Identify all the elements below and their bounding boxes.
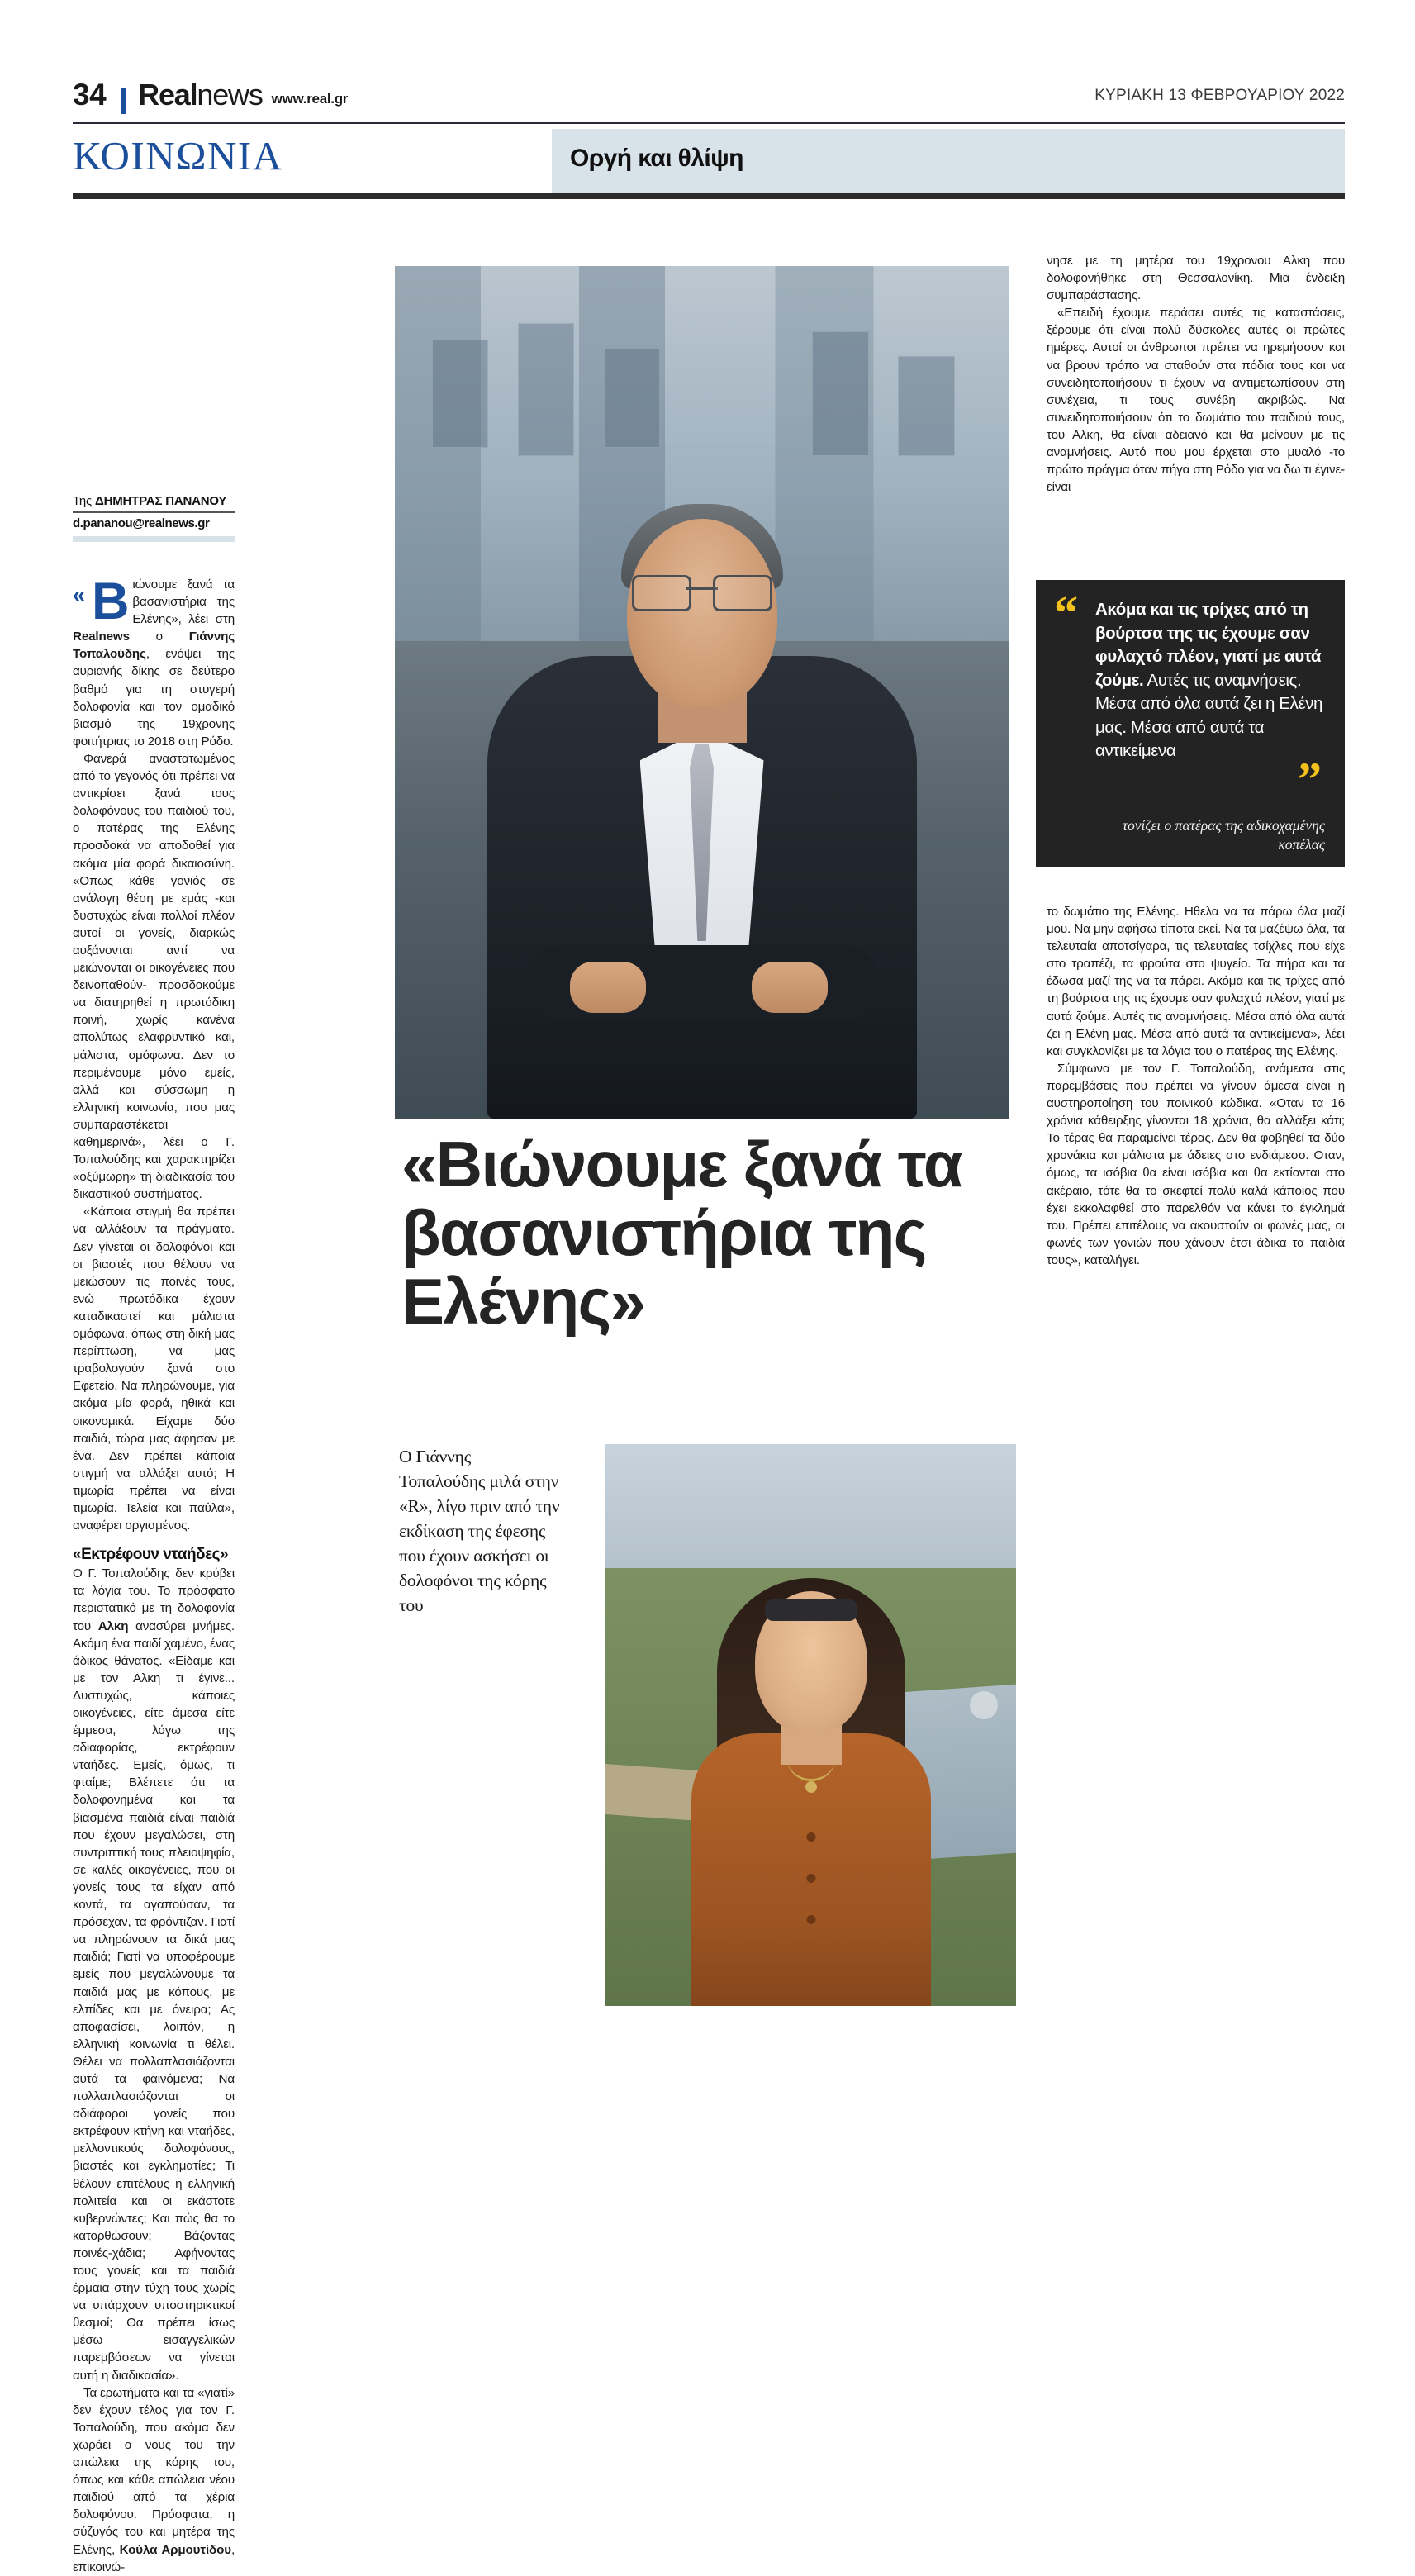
lead-brand: Realnews xyxy=(73,630,130,644)
article-column-3-top xyxy=(1047,252,1345,496)
photo-lens-left xyxy=(632,575,691,611)
photo-button xyxy=(806,1874,815,1883)
subheading: «Εκτρέφουν νταήδες» xyxy=(73,1546,229,1564)
masthead-rule xyxy=(73,122,1345,124)
paragraph: νησε με τη μητέρα του 19χρονου Αλκη που δολοφονήθηκε στη Θεσσαλονίκη. Μια ένδειξη συμπαράστασης. xyxy=(1047,254,1345,303)
photo-window xyxy=(518,323,575,456)
paragraph xyxy=(73,2384,235,2576)
p5-name: Κούλα Αρμουτίδου xyxy=(119,2542,231,2557)
paragraph: «Κάποια στιγμή θα πρέπει να αλλάξουν τα πράγματα. Δεν γίνεται οι δολοφόνοι και οι βιαστές που θέλουν να μειώσουν τις ποινές τους, ενώ πρωτόδικα έχουν καταδικαστεί και μάλιστα ομόφωνα, όπως στη δική μας περίπτωση, να μας τραβολογούν ξανά στο Εφετείο. Να πληρώνουμε, για ακόμα μία φορά, ηθικά και οικονομικά. Είχαμε δύο παιδιά, τώρα μας άφησαν με ένα. Δεν πρέπει κάποια στιγμή να αλλάξει αυτό; Η τιμωρία πρέπει να είναι τιμωρία. Τελεία και παύλα», αναφέρει οργισμένος. xyxy=(73,1205,235,1533)
main-photo-topaloudis xyxy=(395,266,1009,1119)
photo-caption: Ο Γιάννης Τοπαλούδης μιλά στην «R», λίγο πριν από την εκδίκαση της έφεσης που έχουν ασκήσει οι δολοφόνοι της κόρης του xyxy=(399,1447,560,1615)
section-title: ΚΟΙΝΩΝΙΑ xyxy=(73,133,283,178)
brand-news: news xyxy=(197,78,263,112)
lead-subject-name: Γιάννης Τοπαλούδης xyxy=(73,630,235,662)
photo-hand-right xyxy=(752,962,828,1013)
section-kicker: Οργή και θλίψη xyxy=(570,145,743,172)
lead-paragraph xyxy=(73,573,235,750)
photo-button xyxy=(806,1915,815,1924)
issue-date: ΚΥΡΙΑΚΗ 13 ΦΕΒΡΟΥΑΡΙΟΥ 2022 xyxy=(1094,87,1345,104)
opening-guillemet: « xyxy=(73,582,85,607)
page-title: «Βιώνουμε ξανά τα βασανιστήρια της Ελένης» xyxy=(401,1128,962,1338)
glasses-icon xyxy=(632,575,772,608)
masthead-divider-bar xyxy=(121,88,126,114)
pull-quote-attribution: τονίζει ο πατέρας της αδικοχαμένης κοπέλας xyxy=(1122,817,1325,853)
paragraph xyxy=(73,1565,235,2384)
drop-cap: Β xyxy=(92,573,130,630)
byline-author xyxy=(73,494,235,508)
photo-window xyxy=(432,340,489,448)
photo-window xyxy=(898,356,955,456)
quote-close-icon: ” xyxy=(1298,753,1322,806)
brand-url[interactable]: www.real.gr xyxy=(271,91,349,107)
pull-quote-rest: Αυτές τις αναμνήσεις. Μέσα από όλα αυτά ζει η Ελένη μας. Μέσα από αυτά τα αντικείμενα xyxy=(1095,670,1323,760)
byline-email[interactable]: d.pananou@realnews.gr xyxy=(73,516,210,530)
sunglasses-icon xyxy=(765,1599,857,1621)
pull-quote-text xyxy=(1095,598,1325,763)
byline-rule xyxy=(73,511,235,513)
paragraph: το δωμάτιο της Ελένης. Ηθελα να τα πάρω όλα μαζί μου. Να μην αφήσω τίποτα εκεί. Να τα μαζέψω όλα, τα τελευταία αποτσίγαρα, τις τελευταίες τσίχλες που είχε στο τραπέζι, τα φρούτα στο ψυγείο. Τα πήρα και τα έδωσα μαζί της να τα πάρει. Ακόμα και τις τρίχες από τη βούρτσα της τις έχουμε σαν φυλαχτό πλέον, γιατί με αυτά ζούμε. Αυτές τις αναμνήσεις. Μέσα από όλα αυτά ζει η Ελένη μας. Μέσα από αυτά τα αντικείμενα», λέει και συγκλονίζει με τα λόγια του ο πατέρας της Ελένης. xyxy=(1047,905,1345,1058)
p4-text-a: Ο Γ. Τοπαλούδης δεν κρύβει τα λόγια του. Το πρόσφατο περιστατικό με τη δολοφονία του xyxy=(73,1566,235,1633)
section-rule xyxy=(73,193,1345,199)
lead-text-2: ο xyxy=(129,630,189,644)
photo-window xyxy=(604,348,661,448)
photo-button xyxy=(806,1832,815,1842)
masthead xyxy=(73,79,1345,119)
lead-text-1: ιώνουμε ξανά τα βασανιστήρια της Ελένης», λέει στη xyxy=(132,577,235,627)
p5-text-b: , επικοινώ- xyxy=(73,2542,235,2574)
article-column-3-bottom xyxy=(1047,903,1345,1269)
byline xyxy=(73,494,235,542)
secondary-photo-eleni xyxy=(605,1444,1016,2006)
p5-text-a: Τα ερωτήματα και τα «γιατί» δεν έχουν τέλος για τον Γ. Τοπαλούδη, που ακόμα δεν χωράει ο νους του την απώλεια της κόρης του, όπως και κάθε απώλεια νέου παιδιού από τα χέρια δολοφόνου. Πρόσφατα, η σύζυγός του και μητέρα της Ελένης, xyxy=(73,2385,235,2557)
p4-text-b: ανασύρει μνήμες. Ακόμη ένα παιδί χαμένο, ένας άδικος θάνατος. «Είδαμε και με τον Αλκη τι έγινε... Δυστυχώς, κάποιες οικογένειες, είτε άμεσα είτε έμμεσα, λόγω της αδιαφορίας, εκτρέφουν νταήδες. Εμείς, όμως, τι φταίμε; Βλέπετε ότι τα δολοφονημένα και τα βιασμένα παιδιά είναι παιδιά που έχουν μεγαλώσει, στη συντριπτική τους πλειοψηφία, σε καλές οικογένειες, που οι γονείς τους τα είχαν από κοντά, τα αγαπούσαν, τα πρόσεχαν, τα φρόντιζαν. Γιατί να πληρώνουν τα δικά μας παιδιά; Γιατί να υποφέρουμε εμείς που μεγαλώνουμε τα παιδιά μας με κόπους, με ελπίδες και με όνειρα; Ας αποφασίσει, λοιπόν, η ελληνική κοινωνία τι θέλει. Θέλει να πολλαπλασιάζονται αυτά τα φαινόμενα; Να πολλαπλασιάζονται οι αδιάφοροι γονείς που εκτρέφουν κτήνη και νταήδες, μελλοντικούς δολοφόνους, βιαστές και εγκληματίες; Τι θέλουν επιτέλους η ελληνική πολιτεία και οι εκάστοτε κυβερνώντες; Και πώς θα το κατορθώσουν; Βάζοντας ποινές-χάδια; Αφήνοντας τους γονείς και τα παιδιά έρμαια στην τύχη τους χωρίς να υπάρχουν υποστηρικτικοί θεσμοί; Θα πρέπει ίσως μέσω εισαγγελικών παρεμβάσεων να γίνεται αυτή η διαδικασία». xyxy=(73,1618,235,2383)
article-column-1 xyxy=(73,573,235,2576)
paragraph: Σύμφωνα με τον Γ. Τοπαλούδη, ανάμεσα στις παρεμβάσεις που πρέπει να γίνουν άμεσα είναι η αυστηροποίηση του ποινικού κώδικα. «Οταν τα 16 χρόνια κάθειρξης γίνονται 18 χρόνια, θα αλλάξει κάτι; Το τέρας θα παραμείνει τέρας. Δεν θα φοβηθεί τα δύο χρονάκια και μάλιστα με άδειες στο ενδιάμεσο. Οταν, όμως, τα ισόβια θα είναι ισόβια και θα εκτίονται στο ακέραιο, τότε θα το σκεφτεί πολύ καλά κάποιος που έχει εκκολαφθεί στο παρελθόν να κάνει το έγκλημά του. Πρέπει επιτέλους να ακουστούν οι φωνές μας, οι φωνές των γονιών που χάνουν έτσι άδικα τα παιδιά τους», καταλήγει. xyxy=(1047,1061,1345,1267)
pull-quote-box xyxy=(1036,580,1345,867)
byline-prefix: Της xyxy=(73,494,96,508)
photo-lens-right xyxy=(713,575,772,611)
p4-name: Αλκη xyxy=(97,1618,129,1633)
pull-quote-bold: Ακόμα και τις τρίχες από τη βούρτσα της τις έχουμε σαν φυλαχτό πλέον, γιατί με αυτά ζούμε. xyxy=(1095,600,1322,690)
photo-hand-left xyxy=(570,962,646,1013)
paragraph: Φανερά αναστατωμένος από το γεγονός ότι πρέπει να αντικρίσει ξανά τους δολοφόνους του παιδιού του, ο πατέρας της Ελένης προσδοκά να αποδοθεί για ακόμα μία φορά δικαιοσύνη. «Οπως κάθε γονιός σε ανάλογη θέση με εμάς -και δυστυχώς είναι πολλοί πλέον αυτοί οι γονείς, διαρκώς αυξάνονται αντί να μειώνονται οι οικογένειες που δεινοπαθούν- προσδοκούμε να διατηρηθεί η πρωτόδικη ποινή, χωρίς κανένα απολύτως ελαφρυντικό και, μάλιστα, ομόφωνα. Δεν το περιμένουμε μόνο εμείς, αλλά και σύσσωμη η ελληνική κοινωνία, που μας συμπαραστέκεται καθημερινά», λέει ο Γ. Τοπαλούδης και χαρακτηρίζει «οξύμωρη» τη διαδικασία του δικαστικού συστήματος. xyxy=(73,751,235,1202)
photo-subject-figure xyxy=(471,491,933,1119)
photo-face xyxy=(627,519,777,707)
byline-author-name: ΔΗΜΗΤΡΑΣ ΠΑΝΑΝΟΥ xyxy=(95,494,227,508)
photo-light-blob xyxy=(970,1691,998,1719)
quote-open-icon: “ xyxy=(1054,586,1078,639)
photo-pendant xyxy=(805,1781,817,1793)
lead-text-3: , ενόψει της αυριανής δίκης σε δεύτερο βαθμό για τη στυγερή δολοφονία και τον ομαδικό βιασμό της 19χρονης φοιτήτριας το 2018 στη Ρόδο. xyxy=(73,647,235,749)
photo-window xyxy=(812,331,869,456)
photo-subject-figure xyxy=(675,1543,947,2006)
page-number: 34 xyxy=(73,78,107,112)
brand-real: Real xyxy=(138,78,197,112)
byline-swatch xyxy=(73,536,235,542)
paragraph: «Επειδή έχουμε περάσει αυτές τις καταστάσεις, ξέρουμε ότι είναι πολύ δύσκολες αυτές οι πρώτες ημέρες. Αυτοί οι άνθρωποι πρέπει να ηρεμήσουν και να βρουν τρόπο να σταθούν στα πόδια τους και να συνειδητοποιήσουν τι έχουν να αντιμετωπίσουν στη συνέχεια, τι τους συνέβη ακριβώς. Να συνειδητοποιήσουν ότι το δωμάτιο του παιδιού τους, του Αλκη, θα είναι αδειανό και θα μείνουν με τις αναμνήσεις. Αυτό που μου έρχεται στο μυαλό -το πρώτο πράγμα όταν πήγα στη Ρόδο για να δω τι έγινε- είναι xyxy=(1047,306,1345,495)
